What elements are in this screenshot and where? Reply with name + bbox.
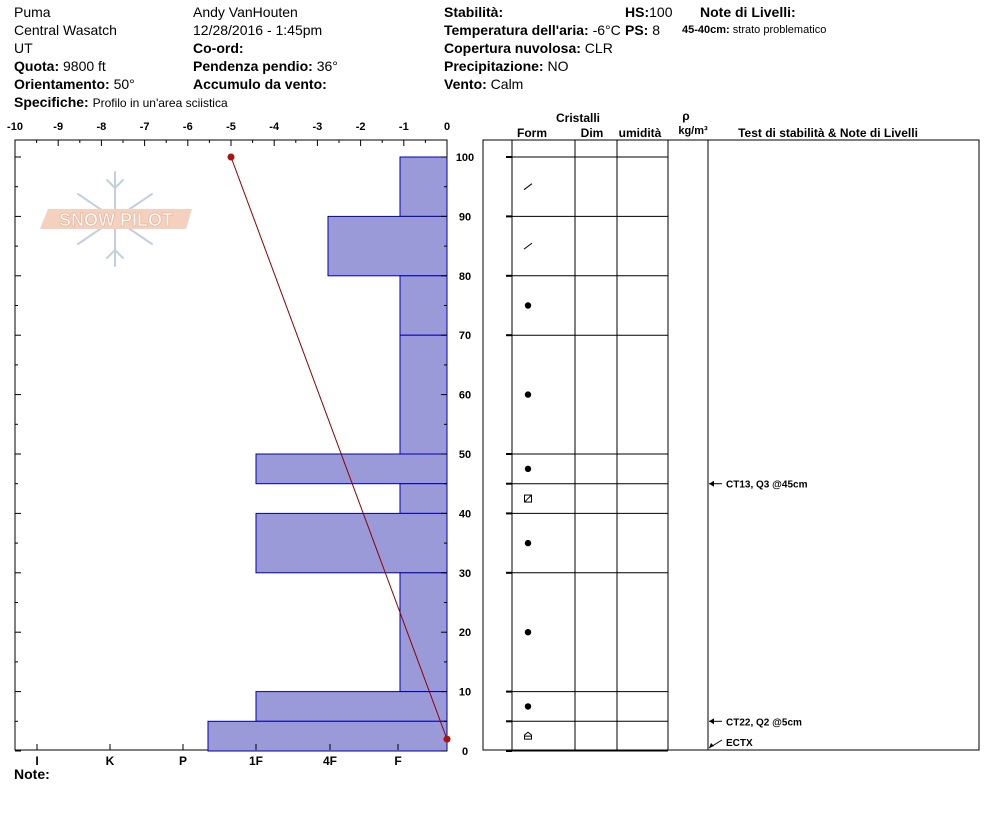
hardness-bar — [256, 692, 447, 722]
layer-note: 45-40cm: strato problematico — [682, 24, 827, 36]
table-frame — [483, 140, 979, 750]
grain-faceted-diagonal — [525, 495, 532, 502]
height-tick-label: 20 — [458, 627, 472, 640]
precipitation: Precipitazione: NO — [444, 58, 569, 74]
hardness-bar — [256, 513, 447, 572]
grain-round-symbol — [525, 629, 531, 635]
hardness-tick-label: F — [394, 754, 402, 768]
col-crystals: Cristalli — [555, 111, 601, 125]
height-tick-label: 100 — [455, 152, 475, 164]
height-tick-label: 40 — [458, 508, 472, 521]
grain-round-symbol — [525, 391, 531, 397]
grain-round-symbol — [525, 302, 531, 308]
aspect: Orientamento: 50° — [14, 76, 135, 92]
hardness-bar — [328, 216, 447, 275]
hardness-bar — [256, 454, 447, 484]
logo-text: SNOW PILOT — [59, 210, 173, 230]
grain-round-symbol — [525, 540, 531, 546]
hardness-bar — [400, 157, 447, 216]
notes-label: Note: — [14, 766, 50, 782]
slope: Pendenza pendio: 36° — [193, 58, 338, 74]
height-tick-label: 0 — [461, 746, 469, 758]
hardness-bar — [400, 276, 447, 335]
stability-test-label: ECTX — [726, 738, 753, 749]
height-tick-label: 50 — [458, 449, 472, 461]
col-tests: Test di stabilità & Note di Livelli — [738, 126, 918, 140]
grain-round-symbol — [525, 466, 531, 472]
temp-tick-label: 0 — [443, 121, 451, 133]
temperature-point — [444, 736, 451, 743]
hardness-bar — [400, 484, 447, 514]
air-temp: Temperatura dell'aria: -6°C — [444, 22, 621, 38]
datetime: 12/28/2016 - 1:45pm — [193, 22, 323, 38]
hardness-bar — [400, 335, 447, 454]
stability-arrowhead — [709, 743, 714, 748]
temp-tick-label: -3 — [312, 121, 323, 133]
layer-table — [483, 140, 979, 751]
grain-decomposing-symbol — [524, 243, 532, 249]
temp-tick-label: -6 — [182, 121, 193, 133]
col-density-unit: kg/m³ — [678, 125, 708, 137]
temp-tick-label: -1 — [398, 121, 409, 133]
elevation: Quota: 9800 ft — [14, 58, 106, 74]
observer: Andy VanHouten — [193, 4, 298, 20]
snowpilot-logo — [40, 172, 192, 266]
hardness-tick-label: 4F — [322, 754, 338, 768]
temperature-point — [228, 154, 235, 161]
layer-notes-title: Note di Livelli: — [700, 4, 796, 20]
wind-loading: Accumulo da vento: — [193, 76, 327, 92]
hardness-bar — [208, 721, 447, 751]
temp-tick-label: -8 — [96, 121, 107, 133]
temp-tick-label: -4 — [269, 121, 280, 133]
hardness-tick-label: I — [35, 754, 39, 768]
height-tick-label: 10 — [458, 686, 472, 699]
stability-arrowhead — [709, 718, 714, 724]
height-tick-label: 60 — [458, 389, 472, 402]
height-tick-label: 70 — [458, 330, 472, 343]
hardness-tick-label: 1F — [248, 754, 264, 768]
hs: HS:100 — [625, 4, 673, 20]
stability-test-label: CT13, Q3 @45cm — [726, 479, 808, 491]
location: Puma — [14, 4, 51, 20]
grain-round-symbol — [525, 703, 531, 709]
temp-tick-label: -2 — [355, 121, 366, 133]
stability-arrowhead — [709, 481, 714, 487]
col-moisture: umidità — [618, 126, 662, 140]
sky-cover: Copertura nuvolosa: CLR — [444, 40, 613, 56]
col-form: Form — [517, 126, 547, 140]
range: Central Wasatch — [14, 22, 117, 38]
height-tick-label: 90 — [458, 211, 472, 224]
col-rho: ρ — [682, 109, 690, 123]
temp-tick-label: -9 — [53, 121, 64, 133]
height-tick-label: 30 — [458, 567, 472, 580]
coord: Co-ord: — [193, 40, 244, 56]
hardness-tick-label: K — [105, 754, 115, 768]
specifics: Specifiche: Profilo in un'area sciistica — [14, 94, 228, 110]
grain-decomposing-symbol — [524, 184, 532, 190]
stability-test-label: CT22, Q2 @5cm — [726, 717, 802, 729]
state: UT — [14, 40, 33, 56]
col-size: Dim — [580, 126, 604, 140]
height-tick-label: 80 — [458, 270, 472, 283]
ps: PS: 8 — [625, 22, 661, 38]
stability: Stabilità: — [444, 4, 504, 20]
temp-tick-label: -10 — [7, 121, 23, 133]
temp-tick-label: -7 — [139, 121, 150, 133]
hardness-tick-label: P — [178, 754, 188, 768]
wind: Vento: Calm — [444, 76, 524, 92]
temp-tick-label: -5 — [226, 121, 236, 133]
